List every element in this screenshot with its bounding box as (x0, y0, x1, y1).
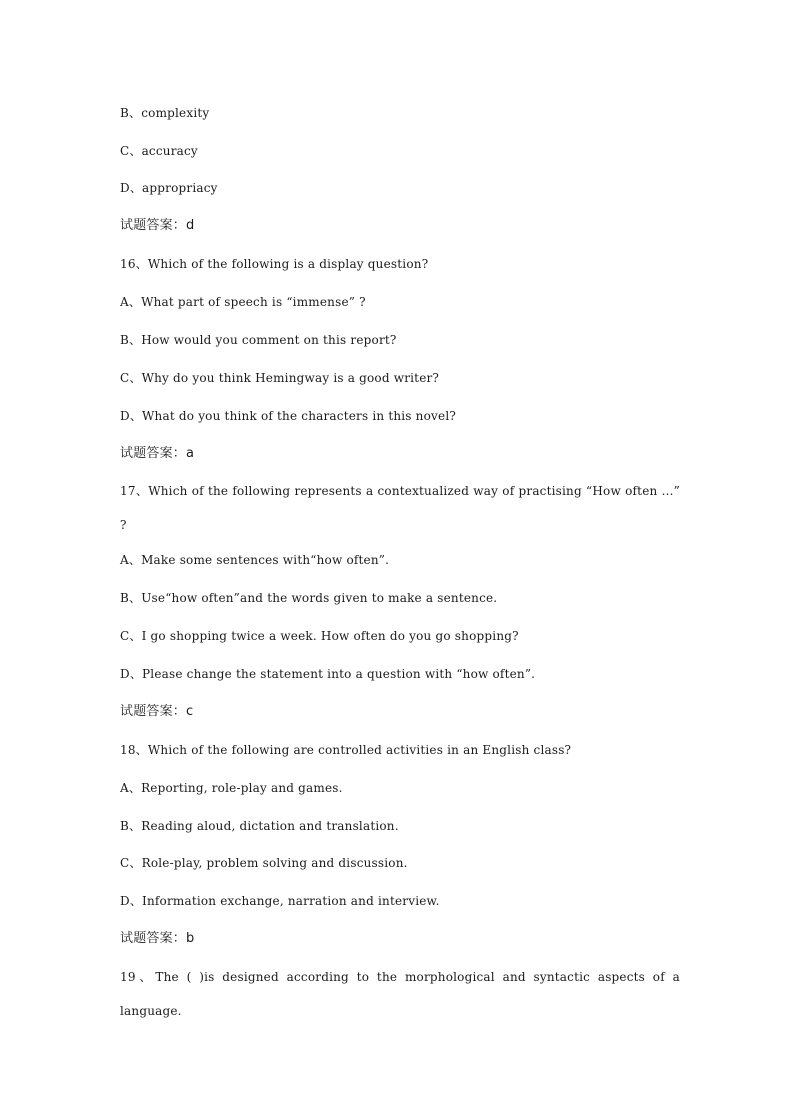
q17-question: 17、Which of the following represents a contextualized way of practising “How often ...” ? (120, 484, 680, 532)
q15-option-c: C、accuracy (120, 144, 198, 158)
q16-question: 16、Which of the following is a display question? (120, 257, 429, 271)
q18-option-a: A、Reporting, role-play and games. (120, 781, 343, 795)
q16-option-b: B、How would you comment on this report? (120, 333, 397, 347)
q19-question: 19、The ( )is designed according to the morphological and syntactic aspects of a language. (120, 970, 680, 1018)
q16-option-d: D、What do you think of the characters in this novel? (120, 409, 456, 423)
q15-option-b: B、complexity (120, 106, 210, 120)
q17-option-a: A、Make some sentences with“how often”. (120, 553, 390, 567)
q17-option-d: D、Please change the statement into a question with “how often”. (120, 667, 536, 681)
q16-answer: 试题答案：a (120, 446, 195, 461)
q17-answer: 试题答案：c (120, 704, 194, 719)
q16-option-c: C、Why do you think Hemingway is a good writer? (120, 371, 440, 385)
q18-option-b: B、Reading aloud, dictation and translation. (120, 819, 399, 833)
q16-option-a: A、What part of speech is “immense” ? (120, 295, 366, 309)
q17-option-b: B、Use“how often”and the words given to make a sentence. (120, 591, 498, 605)
q18-option-d: D、Information exchange, narration and interview. (120, 894, 440, 908)
q18-question: 18、Which of the following are controlled activities in an English class? (120, 743, 572, 757)
q18-option-c: C、Role-play, problem solving and discussion. (120, 856, 408, 870)
q15-answer: 试题答案：d (120, 218, 195, 233)
q18-answer: 试题答案：b (120, 931, 195, 946)
q17-option-c: C、I go shopping twice a week. How often do you go shopping? (120, 629, 519, 643)
q15-option-d: D、appropriacy (120, 181, 218, 195)
